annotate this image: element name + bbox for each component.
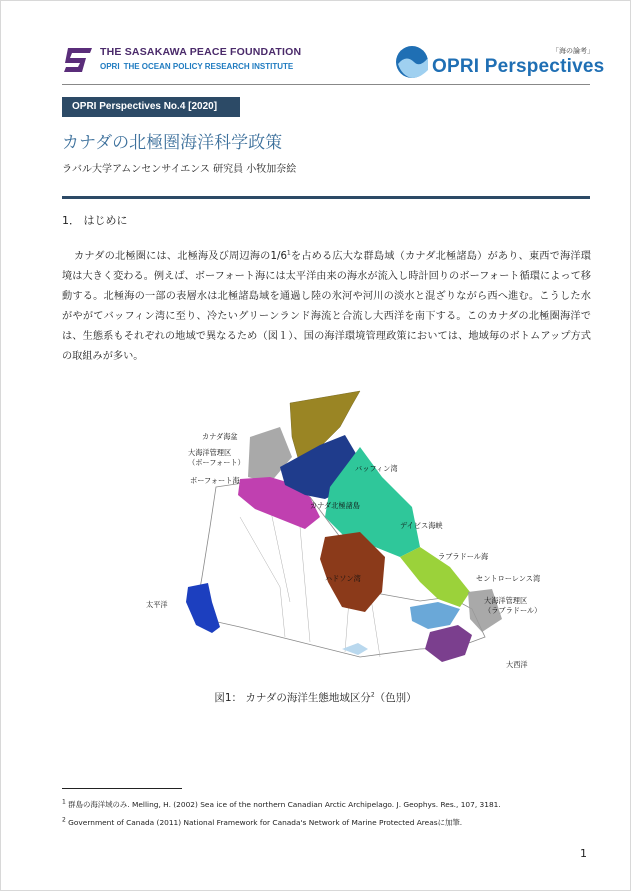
footnote-ref-1: 1 bbox=[286, 249, 291, 257]
label-atlantic: 大西洋 bbox=[506, 660, 528, 669]
page-number: 1 bbox=[580, 847, 587, 860]
ecoregion-map-figure bbox=[120, 387, 550, 682]
footnote-2-mark: 2 bbox=[62, 816, 66, 824]
institute-line bbox=[100, 62, 293, 71]
body-text-part2: を占める広大な群島域（カナダ北極諸島）があり、東西で海洋環境は大きく変わる。例えば、ボーフォート海には太平洋由来の海水が流入し時計回りのボーフォート循環によって移動する。北極海の一部の表層水は北極諸島域を通過し陸の氷河や河川の淡水と混ざりながら西へ進む。こうした水がやがてバッフィン湾に至り、冷たいグリーンランド海流と合流し大西洋を南下する。このカナダの北極圏海洋では、生態系もそれぞれの地域で異なるため（図１）、国の海洋環境管理政策においては、地域毎のボトムアップ方式の取組みが多い。 bbox=[62, 251, 591, 362]
label-labrador-sea: ラブラドール海 bbox=[438, 552, 489, 561]
document-title: カナダの北極圏海洋科学政策 bbox=[62, 133, 283, 153]
spf-logo-icon bbox=[62, 44, 96, 76]
footnote-2-text: Government of Canada (2011) National Framework for Canada's Network of Marine Protected Areasに加筆. bbox=[65, 818, 463, 827]
label-st-lawrence: セントローレンス湾 bbox=[476, 574, 541, 583]
institute-name: THE OCEAN POLICY RESEARCH INSTITUTE bbox=[123, 62, 294, 71]
author-line: ラバル大学アムンセンサイエンス 研究員 小牧加奈絵 bbox=[62, 164, 297, 175]
label-mpa-beaufort-2: （ボーフォート） bbox=[188, 458, 245, 467]
footnote-2 bbox=[62, 817, 462, 828]
label-hudson-bay: ハドソン湾 bbox=[325, 574, 361, 583]
section-heading bbox=[62, 212, 128, 228]
series-title: OPRI Perspectives bbox=[432, 56, 605, 77]
series-subtitle: 「海の論考」 bbox=[552, 47, 594, 55]
label-mpa-beaufort-1: 大海洋管理区 bbox=[188, 448, 232, 457]
label-mpa-labrador-1: 大海洋管理区 bbox=[484, 596, 528, 605]
foundation-name: THE SASAKAWA PEACE FOUNDATION bbox=[100, 46, 302, 58]
label-mpa-labrador-2: （ラブラドール） bbox=[484, 606, 542, 615]
label-baffin-bay: バッフィン湾 bbox=[355, 464, 398, 473]
institute-tag: OPRI bbox=[100, 62, 120, 71]
figure-caption-tail: （色別） bbox=[374, 692, 417, 704]
footnote-1-mark: 1 bbox=[62, 798, 66, 806]
canada-ecoregion-map bbox=[120, 387, 550, 682]
body-paragraph bbox=[62, 247, 591, 367]
footnote-divider bbox=[62, 788, 182, 789]
section-number: 1． bbox=[62, 214, 80, 227]
label-beaufort-sea: ボーフォート海 bbox=[190, 476, 240, 485]
perspectives-logo-icon bbox=[394, 44, 430, 80]
footnote-1 bbox=[62, 799, 501, 810]
title-divider bbox=[62, 196, 590, 199]
figure-caption bbox=[0, 690, 631, 705]
body-text-part1: カナダの北極圏には、北極海及び周辺海の1/6 bbox=[74, 251, 287, 262]
label-davis-strait: デイビス海峡 bbox=[400, 521, 443, 530]
label-arctic-archipelago: カナダ北極諸島 bbox=[310, 501, 360, 510]
header-divider bbox=[62, 84, 590, 85]
label-canada-basin: カナダ海盆 bbox=[202, 432, 238, 441]
issue-badge: OPRI Perspectives No.4 [2020] bbox=[62, 97, 240, 117]
label-pacific: 太平洋 bbox=[146, 600, 168, 609]
figure-caption-main: 図1： カナダの海洋生態地域区分 bbox=[214, 692, 371, 704]
footnote-ref-2: 2 bbox=[370, 691, 375, 699]
section-title: はじめに bbox=[83, 214, 128, 227]
footnote-1-text: 群島の海洋域のみ. Melling, H. (2002) Sea ice of the northern Canadian Arctic Archipelago. J. Geophys. Res., 107, 3181. bbox=[65, 800, 501, 809]
